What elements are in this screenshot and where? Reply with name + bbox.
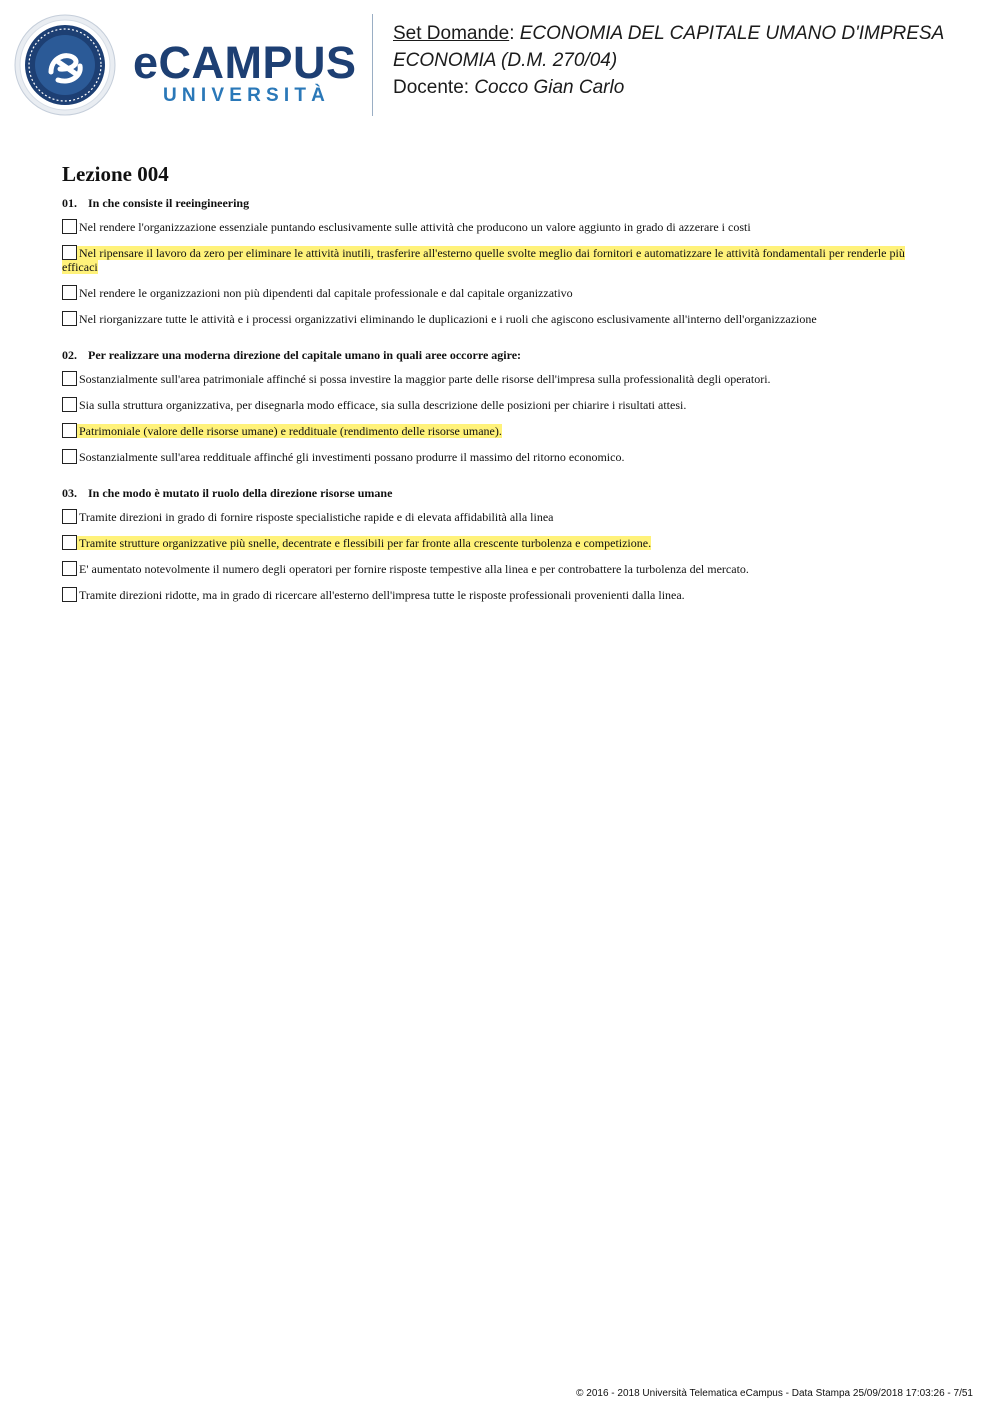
answer-text: Nel rendere l'organizzazione essenziale puntando esclusivamente sulle attività che producono un valore aggiunto in grado di azzerare i costi xyxy=(79,220,751,234)
answer-option[interactable] xyxy=(62,423,928,438)
lesson-content xyxy=(62,160,928,624)
checkbox-icon[interactable] xyxy=(62,449,77,464)
checkbox-icon[interactable] xyxy=(62,561,77,576)
question-2 xyxy=(62,348,928,464)
course-info xyxy=(393,20,983,101)
answer-option[interactable] xyxy=(62,449,928,464)
answer-content xyxy=(62,588,685,602)
brand xyxy=(133,37,357,107)
answer-content xyxy=(62,510,554,524)
answer-option[interactable] xyxy=(62,561,928,576)
answer-content xyxy=(62,372,771,386)
page-footer: © 2016 - 2018 Università Telematica eCampus - Data Stampa 25/09/2018 17:03:26 - 7/51 xyxy=(576,1388,973,1399)
checkbox-icon[interactable] xyxy=(62,587,77,602)
answer-text: Patrimoniale (valore delle risorse umane) e reddituale (rendimento delle risorse umane). xyxy=(79,424,502,438)
answer-text: Nel ripensare il lavoro da zero per eliminare le attività inutili, trasferire all'esterno quelle svolte meglio dai fornitori e automatizzare le attività fondamentali per renderle più efficaci xyxy=(62,246,905,274)
checkbox-icon[interactable] xyxy=(62,535,77,550)
question-number: 01. xyxy=(62,196,77,210)
answer-content xyxy=(62,220,751,234)
answer-text: Nel rendere le organizzazioni non più dipendenti dal capitale professionale e dal capitale organizzativo xyxy=(79,286,573,300)
question-title xyxy=(62,486,928,501)
checkbox-icon[interactable] xyxy=(62,509,77,524)
answer-highlight xyxy=(62,246,905,274)
checkbox-icon[interactable] xyxy=(62,423,77,438)
answer-option[interactable] xyxy=(62,371,928,386)
answer-content xyxy=(62,286,573,300)
question-3 xyxy=(62,486,928,602)
header-divider xyxy=(372,14,373,116)
answer-text: Sostanzialmente sull'area reddituale affinché gli investimenti possano produrre il massimo del ritorno economico. xyxy=(79,450,625,464)
checkbox-icon[interactable] xyxy=(62,245,77,260)
answer-option[interactable] xyxy=(62,311,928,326)
brand-name: eCAMPUS xyxy=(133,37,357,88)
answer-highlight xyxy=(62,536,651,550)
checkbox-icon[interactable] xyxy=(62,371,77,386)
set-separator: : xyxy=(509,23,520,44)
answer-option[interactable] xyxy=(62,285,928,300)
answer-option[interactable] xyxy=(62,535,928,550)
answer-option[interactable] xyxy=(62,245,928,274)
answer-content xyxy=(62,398,686,412)
brand-subtitle: UNIVERSITÀ xyxy=(163,85,331,106)
checkbox-icon[interactable] xyxy=(62,397,77,412)
teacher-name: Cocco Gian Carlo xyxy=(474,77,625,98)
answer-content xyxy=(62,562,749,576)
question-text: In che modo è mutato il ruolo della direzione risorse umane xyxy=(88,486,393,500)
checkbox-icon[interactable] xyxy=(62,311,77,326)
answer-content xyxy=(62,450,624,464)
answer-text: Nel riorganizzare tutte le attività e i processi organizzativi eliminando le duplicazioni e i ruoli che agiscono esclusivamente all'interno dell'organizzazione xyxy=(79,312,817,326)
answer-option[interactable] xyxy=(62,587,928,602)
question-1 xyxy=(62,196,928,326)
question-text: In che consiste il reeingineering xyxy=(88,196,250,210)
teacher-label: Docente: xyxy=(393,77,475,98)
answer-text: Sostanzialmente sull'area patrimoniale affinché si possa investire la maggior parte delle risorse dell'impresa sulla professionalità degli operatori. xyxy=(79,372,771,386)
answer-highlight xyxy=(62,424,502,438)
checkbox-icon[interactable] xyxy=(62,219,77,234)
course-title: ECONOMIA DEL CAPITALE UMANO D'IMPRESA ECONOMIA (D.M. 270/04) xyxy=(393,23,944,71)
answer-option[interactable] xyxy=(62,509,928,524)
question-number: 02. xyxy=(62,348,77,362)
answer-text: E' aumentato notevolmente il numero degli operatori per fornire risposte tempestive alla linea e per controbattere la turbolenza del mercato. xyxy=(79,562,749,576)
question-number: 03. xyxy=(62,486,77,500)
answer-text: Tramite direzioni ridotte, ma in grado di ricercare all'esterno dell'impresa tutte le risposte professionali provenienti dalla linea. xyxy=(79,588,685,602)
set-label: Set Domande xyxy=(393,23,510,44)
question-title xyxy=(62,196,928,211)
answer-option[interactable] xyxy=(62,397,928,412)
ecampus-seal-logo xyxy=(14,14,116,116)
answer-text: Sia sulla struttura organizzativa, per disegnarla modo efficace, sia sulla descrizione delle posizioni per chiarire i risultati attesi. xyxy=(79,398,687,412)
question-list xyxy=(62,196,928,602)
page-header xyxy=(0,0,1000,130)
question-text: Per realizzare una moderna direzione del capitale umano in quali aree occorre agire: xyxy=(88,348,522,362)
answer-text: Tramite strutture organizzative più snelle, decentrate e flessibili per far fronte alla crescente turbolenza e competizione. xyxy=(79,536,652,550)
answer-content xyxy=(62,312,817,326)
checkbox-icon[interactable] xyxy=(62,285,77,300)
answer-text: Tramite direzioni in grado di fornire risposte specialistiche rapide e di elevata affidabilità alla linea xyxy=(79,510,554,524)
question-title xyxy=(62,348,928,363)
answer-option[interactable] xyxy=(62,219,928,234)
lesson-title: Lezione 004 xyxy=(62,162,169,186)
